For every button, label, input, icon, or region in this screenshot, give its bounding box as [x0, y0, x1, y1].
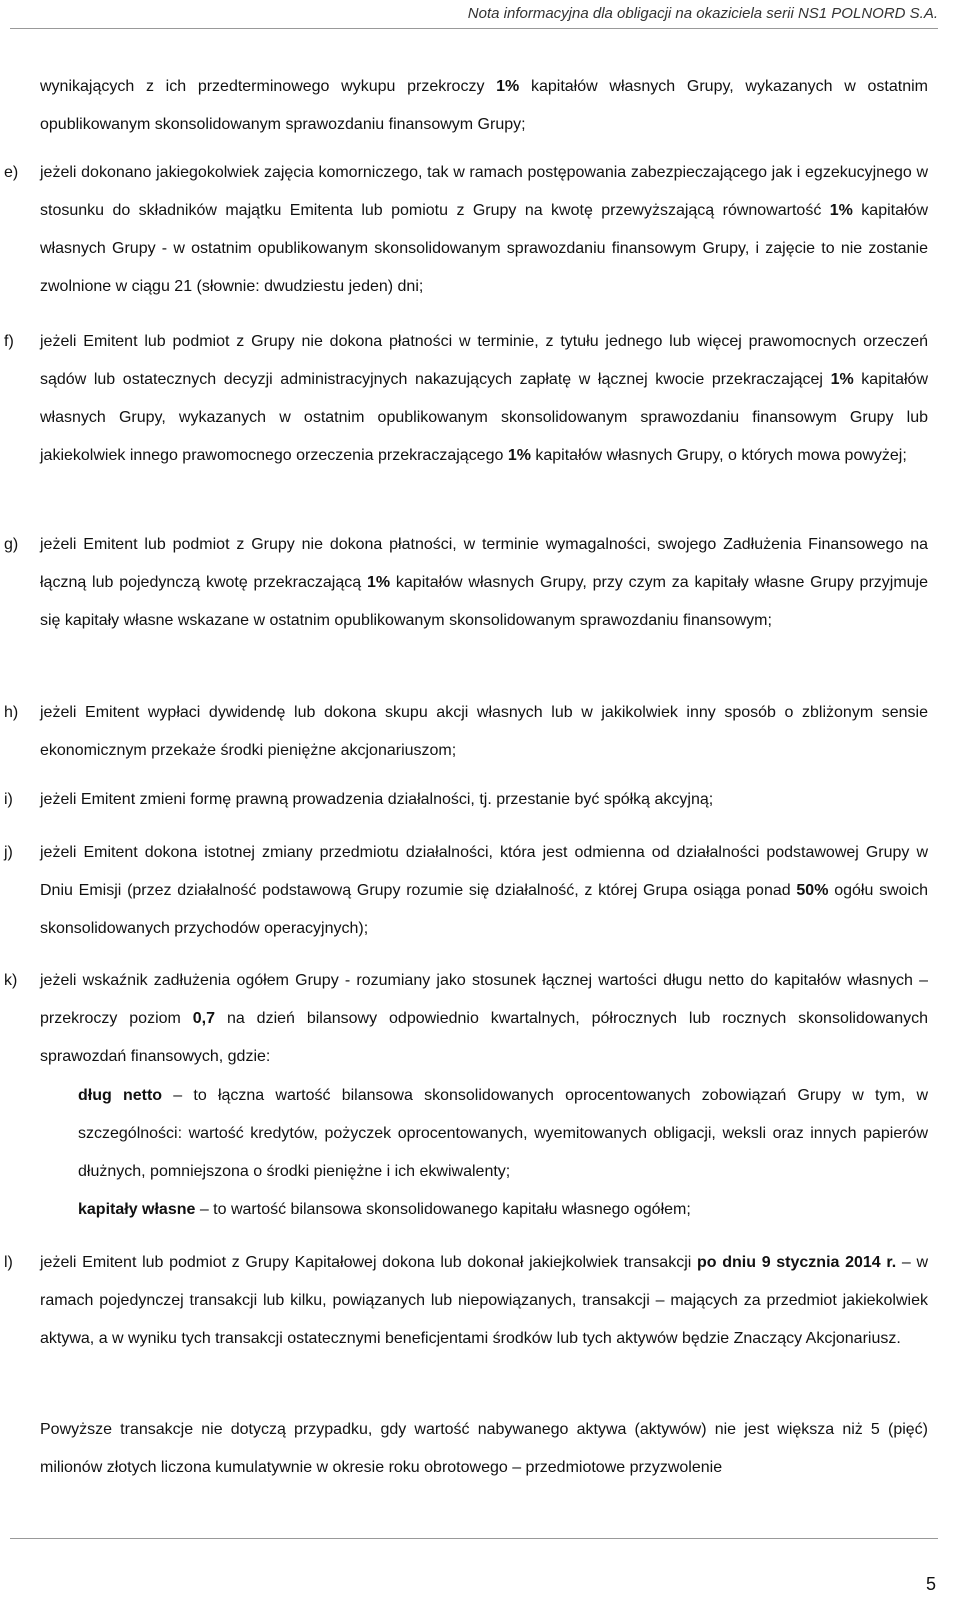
list-item-text: jeżeli Emitent lub podmiot z Grupy nie dokona płatności, w terminie wymagalności, swojego Zadłużenia Finansowego na łączną lub pojedynczą kwotę przekraczającą 1% kapitałów własnych Grupy, przy czym za kapitały własne Grupy przyjmuje się kapitały własne wskazane w ostatnim opublikowanym skonsolidowanym sprawozdaniu finansowym;: [40, 536, 929, 629]
footer-divider: [10, 1538, 938, 1539]
list-item-text: jeżeli Emitent wypłaci dywidendę lub dokona skupu akcji własnych lub w jakikolwiek inny sposób o zbliżonym sensie ekonomicznym przekaże środki pieniężne akcjonariuszom;: [40, 704, 928, 759]
paragraph-text: Powyższe transakcje nie dotyczą przypadku, gdy wartość nabywanego aktywa (aktywów) nie jest większa niż 5 (pięć) milionów złotych liczona kumulatywnie w okresie roku obrotowego – przedmiotowe przyzwolenie: [40, 1421, 928, 1476]
list-marker: j): [4, 844, 13, 861]
list-marker: f): [4, 333, 14, 350]
definition-net-debt: dług netto – to łączna wartość bilansowa skonsolidowanych oprocentowanych zobowiązań Grupy w tym, w szczególności: wartość kredytów, pożyczek oprocentowanych, wyemitowanych obligacji, weksli oraz innych papierów dłużnych, pomniejszona o środki pieniężne i ich ekwiwalenty;: [78, 1087, 929, 1180]
page-header: [0, 0, 960, 30]
definition-term: dług netto: [78, 1087, 163, 1104]
document-title: Nota informacyjna dla obligacji na okaziciela serii NS1 POLNORD S.A.: [467, 5, 938, 22]
paragraph-text: wynikających z ich przedterminowego wykupu przekroczy 1% kapitałów własnych Grupy, wykazanych w ostatnim opublikowanym skonsolidowanym sprawozdaniu finansowym Grupy;: [40, 78, 929, 133]
list-item-text: jeżeli Emitent zmieni formę prawną prowadzenia działalności, tj. przestanie być spółką akcyjną;: [40, 791, 714, 808]
list-marker: k): [4, 972, 18, 989]
list-marker: l): [4, 1254, 13, 1271]
list-marker: i): [4, 791, 13, 808]
list-marker: h): [4, 704, 19, 721]
definition-equity: kapitały własne – to wartość bilansowa skonsolidowanego kapitału własnego ogółem;: [78, 1201, 691, 1218]
list-item-text: jeżeli wskaźnik zadłużenia ogółem Grupy - rozumiany jako stosunek łącznej wartości długu netto do kapitałów własnych – przekroczy poziom 0,7 na dzień bilansowy odpowiednio kwartalnych, półrocznych lub rocznych skonsolidowanych sprawozdań finansowych, gdzie:: [40, 972, 929, 1065]
list-item-text: jeżeli Emitent dokona istotnej zmiany przedmiotu działalności, która jest odmienna od działalności podstawowej Grupy w Dniu Emisji (przez działalność podstawową Grupy rozumie się działalność, z której Grupa osiąga ponad 50% ogółu swoich skonsolidowanych przychodów operacyjnych);: [40, 844, 928, 937]
document-body: [0, 68, 960, 1508]
list-marker: g): [4, 536, 19, 553]
list-item-text: jeżeli Emitent lub podmiot z Grupy Kapitałowej dokona lub dokonał jakiejkolwiek transakcji po dniu 9 stycznia 2014 r. – w ramach pojedynczej transakcji lub kilku, powiązanych lub niepowiązanych, transakcji – mających za przedmiot jakiekolwiek aktywa, a w wyniku tych transakcji ostatecznymi beneficjentami środków lub tych aktywów będzie Znaczący Akcjonariusz.: [40, 1254, 929, 1347]
list-item-text: jeżeli dokonano jakiegokolwiek zajęcia komorniczego, tak w ramach postępowania zabezpieczającego jak i egzekucyjnego w stosunku do składników majątku Emitenta lub pomiotu z Grupy na kwotę przewyższającą równowartość 1% kapitałów własnych Grupy - w ostatnim opublikowanym skonsolidowanym sprawozdaniu finansowym Grupy, i zajęcie to nie zostanie zwolnione w ciągu 21 (słownie: dwudziestu jeden) dni;: [40, 164, 928, 295]
list-marker: e): [4, 164, 19, 181]
header-divider: [10, 28, 938, 29]
list-item-text: jeżeli Emitent lub podmiot z Grupy nie dokona płatności w terminie, z tytułu jednego lub więcej prawomocnych orzeczeń sądów lub ostatecznych decyzji administracyjnych nakazujących zapłatę w łącznej kwocie przekraczającej 1% kapitałów własnych Grupy, wykazanych w ostatnim opublikowanym skonsolidowanym sprawozdaniu finansowym Grupy lub jakiekolwiek innego prawomocnego orzeczenia przekraczającego 1% kapitałów własnych Grupy, o których mowa powyżej;: [40, 333, 929, 464]
definition-term: kapitały własne: [78, 1201, 196, 1218]
page-number: 5: [925, 1574, 936, 1594]
